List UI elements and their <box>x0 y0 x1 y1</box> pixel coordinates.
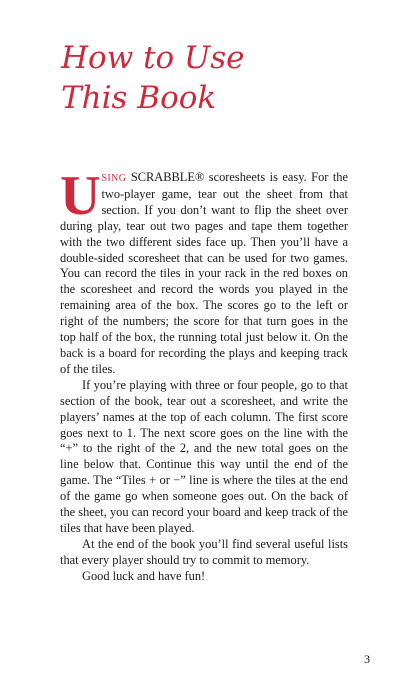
paragraph-4: Good luck and have fun! <box>82 568 206 583</box>
drop-cap: U <box>60 165 100 227</box>
opening-small-caps: SING <box>101 173 127 184</box>
body-text <box>60 165 348 585</box>
title-line-1: How to Use <box>61 40 245 76</box>
page-number: 3 <box>364 652 370 666</box>
page-title <box>61 38 361 118</box>
paragraph-1 <box>60 165 348 378</box>
paragraph-1-text: SCRABBLE® scoresheets is easy. For the two-player game, tear out the sheet from that section. If you don’t want to flip the sheet over during play, tear out two pages and tape them together with the two different sides face up. Then you’ll have a double-sided scoresheet that can be used for two games. You can record the tiles in your rack in the red boxes on the scoresheet and record the words you played in the remaining area of the box. The scores go to the left or right of the numbers; the score for that turn goes in the top half of the box, the running total just below it. On the back is a board for recording the plays and keeping track of the tiles. <box>60 170 348 376</box>
paragraph-2: If you’re playing with three or four people, go to that section of the book, tear out a scoresheet, and write the players’ names at the top of each column. The first score goes next to 1. The next score goes on the line with the “+” to the right of the 2, and the new total goes on the line below that. Continue this way until the end of the game. The “Tiles + or −” line is where the tiles at the end of the game go when someone goes out. On the back of the sheet, you can record your board and keep track of the tiles that have been played. <box>60 377 348 535</box>
paragraph-3: At the end of the book you’ll find several useful lists that every player should try to commit to memory. <box>60 536 348 567</box>
title-line-2: This Book <box>61 80 217 116</box>
